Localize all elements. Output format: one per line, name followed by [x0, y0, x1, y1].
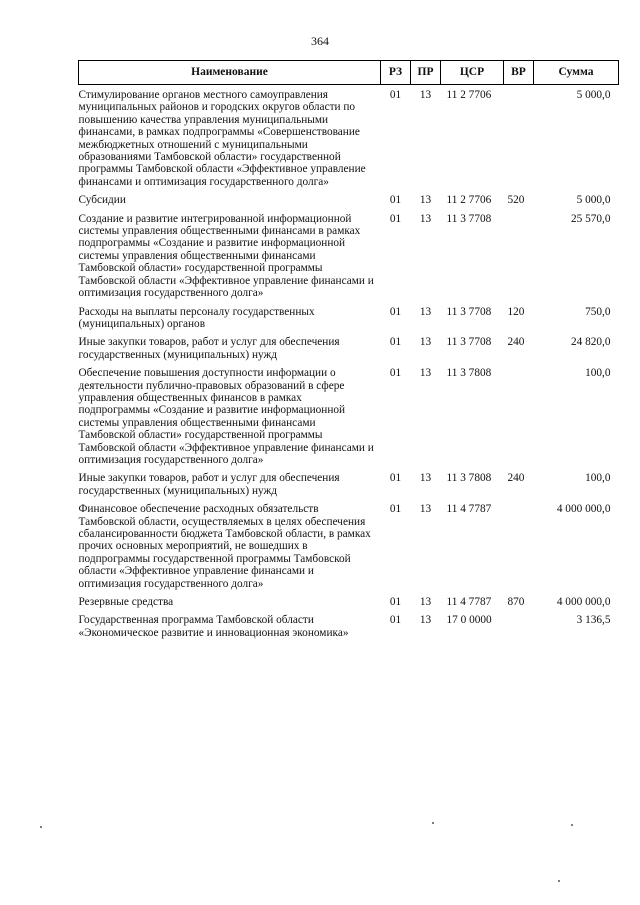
scan-speck [40, 826, 42, 828]
row-sum: 4 000 000,0 [556, 503, 611, 516]
row-vr [504, 367, 534, 472]
row-pr: 13 [419, 305, 432, 318]
table-body [79, 85, 619, 646]
row-csr: 11 2 7706 [446, 194, 492, 207]
row-name: Иные закупки товаров, работ и услуг для обеспечения государственных (муниципальных) нужд [78, 472, 340, 497]
table-row [79, 213, 619, 306]
row-rz: 01 [389, 503, 402, 516]
row-vr: 240 [507, 336, 525, 349]
table-row [79, 503, 619, 596]
row-sum: 4 000 000,0 [556, 596, 611, 609]
row-rz: 01 [389, 596, 402, 609]
row-vr [504, 503, 534, 596]
row-pr: 13 [419, 614, 432, 627]
row-csr: 11 3 7708 [446, 212, 492, 225]
row-pr: 13 [419, 212, 432, 225]
scan-speck [558, 880, 560, 882]
row-csr: 11 3 7808 [446, 472, 492, 485]
row-pr: 13 [419, 503, 432, 516]
row-rz: 01 [389, 336, 402, 349]
row-name: Субсидии [78, 194, 126, 207]
row-name: Государственная программа Тамбовской области «Экономическое развитие и инновационная экономика» [78, 614, 349, 639]
row-rz: 01 [389, 472, 402, 485]
row-vr [504, 213, 534, 306]
row-name: Обеспечение повышения доступности информации о деятельности публично-правовых образований в сфере управления общественных финансов в рамках подпрограммы «Создание и развитие информационной системы управления общественными финансами Тамбовской области» государственной программы Тамбовской области «Эффективное управление финансами и оптимизация государственного долга» [78, 367, 374, 466]
row-sum: 100,0 [585, 367, 611, 380]
table-header-row [79, 61, 619, 85]
header-pr: ПР [411, 61, 441, 85]
row-name: Создание и развитие интегрированной информационной системы управления общественными финансами в рамках подпрограммы «Создание и развитие информационной системы управления общественными финансами Тамбовской области» государственной программы Тамбовской области «Эффективное управление финансами и оптимизация государственного долга» [78, 212, 374, 300]
row-rz: 01 [389, 614, 402, 627]
row-name: Расходы на выплаты персоналу государственных (муниципальных) органов [78, 305, 315, 330]
row-csr: 11 3 7708 [446, 336, 492, 349]
table-row [79, 336, 619, 367]
header-vr: ВР [504, 61, 534, 85]
row-vr: 520 [507, 194, 525, 207]
row-pr: 13 [419, 367, 432, 380]
row-vr [504, 85, 534, 195]
scan-speck [571, 824, 573, 826]
header-csr: ЦСР [441, 61, 504, 85]
row-csr: 11 3 7708 [446, 305, 492, 318]
page-number: 364 [311, 34, 329, 48]
row-pr: 13 [419, 472, 432, 485]
row-rz: 01 [389, 212, 402, 225]
row-csr: 11 2 7706 [446, 89, 492, 101]
header-name: Наименование [79, 61, 381, 85]
row-rz: 01 [389, 367, 402, 380]
row-vr: 120 [507, 305, 525, 318]
row-name: Иные закупки товаров, работ и услуг для обеспечения государственных (муниципальных) нужд [78, 336, 340, 361]
row-pr: 13 [419, 336, 432, 349]
row-rz: 01 [389, 194, 402, 207]
row-vr: 870 [507, 596, 525, 609]
row-csr: 11 4 7787 [446, 503, 492, 516]
row-pr: 13 [419, 194, 432, 207]
row-vr [504, 614, 534, 645]
row-csr: 11 4 7787 [446, 596, 492, 609]
row-csr: 11 3 7808 [446, 367, 492, 380]
header-sum: Сумма [534, 61, 619, 85]
row-sum: 100,0 [585, 472, 611, 485]
row-sum: 5 000,0 [576, 89, 611, 101]
row-name: Резервные средства [78, 596, 174, 609]
row-csr: 17 0 0000 [446, 614, 492, 627]
row-sum: 750,0 [585, 305, 611, 318]
row-sum: 5 000,0 [576, 194, 611, 207]
row-name: Стимулирование органов местного самоуправления муниципальных районов и городских округов области по повышению качества управления муниципальными финансами, в рамках подпрограммы «Совершенствование межбюджетных отношений с муниципальными образованиями Тамбовской области» государственной программы Тамбовской области «Эффективное управление финансами и оптимизация государственного долга» [78, 89, 366, 188]
row-rz: 01 [389, 305, 402, 318]
table-row [79, 306, 619, 337]
table-row [79, 194, 619, 212]
scan-speck [432, 822, 434, 824]
table-row [79, 472, 619, 503]
row-sum: 25 570,0 [570, 212, 611, 225]
row-rz: 01 [389, 89, 402, 101]
table-row [79, 367, 619, 472]
row-pr: 13 [419, 596, 432, 609]
row-vr: 240 [507, 472, 525, 485]
table-row [79, 596, 619, 614]
row-pr: 13 [419, 89, 432, 101]
table-row [79, 85, 619, 195]
budget-table [78, 60, 619, 645]
row-sum: 3 136,5 [576, 614, 611, 627]
row-name: Финансовое обеспечение расходных обязательств Тамбовской области, осуществляемых в целях обеспечения сбалансированности бюджета Тамбовской области, в рамках прочих основных мероприятий, не вошедших в подпрограммы государственной программы Тамбовской области «Эффективное управление финансами и оптимизация государственного долга» [78, 503, 371, 590]
header-rz: РЗ [381, 61, 411, 85]
table-row [79, 614, 619, 645]
row-sum: 24 820,0 [570, 336, 611, 349]
